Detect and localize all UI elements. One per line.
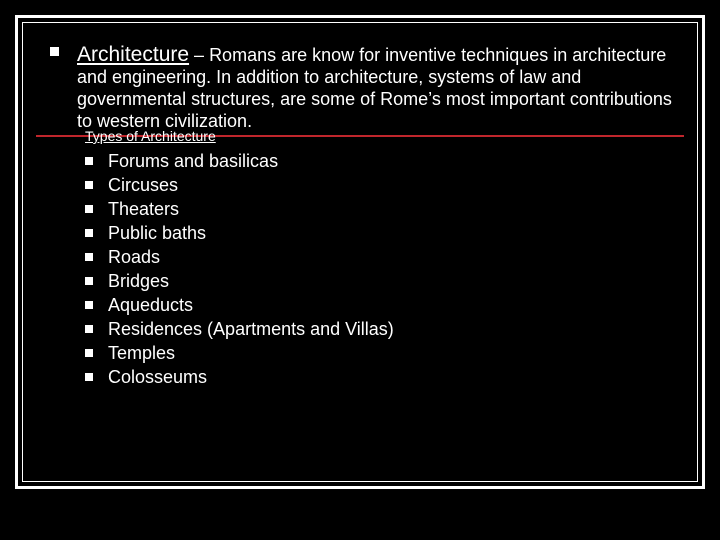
square-bullet-icon [85, 325, 93, 333]
architecture-types-list [85, 149, 394, 389]
list-item [85, 245, 394, 269]
square-bullet-icon [50, 47, 59, 56]
square-bullet-icon [85, 373, 93, 381]
list-item-label: Colosseums [108, 367, 208, 387]
intro-text: Romans are know for inventive techniques in architecture and engineering. In addition to architecture, systems of law and governmental structures, are some of Rome’s most important contributions to western civilization. [77, 45, 672, 131]
list-item-label: Roads [108, 247, 161, 267]
square-bullet-icon [85, 301, 93, 309]
list-item-label: Temples [108, 343, 176, 363]
list-item-label: Circuses [108, 175, 179, 195]
square-bullet-icon [85, 205, 93, 213]
square-bullet-icon [85, 349, 93, 357]
list-item-label: Theaters [108, 199, 180, 219]
list-item-label: Residences (Apartments and Villas) [108, 319, 394, 339]
sub-heading: Types of Architecture [85, 128, 216, 144]
list-item [85, 269, 394, 293]
list-item-label: Aqueducts [108, 295, 194, 315]
square-bullet-icon [85, 253, 93, 261]
list-item [85, 341, 394, 365]
list-item [85, 365, 394, 389]
square-bullet-icon [85, 157, 93, 165]
square-bullet-icon [85, 229, 93, 237]
intro-dash: – [189, 45, 210, 65]
list-item [85, 149, 394, 173]
square-bullet-icon [85, 181, 93, 189]
list-item [85, 293, 394, 317]
list-item-label: Forums and basilicas [108, 151, 279, 171]
list-item-label: Public baths [108, 223, 207, 243]
square-bullet-icon [85, 277, 93, 285]
list-item [85, 221, 394, 245]
intro-paragraph [77, 44, 687, 132]
list-item [85, 197, 394, 221]
list-item [85, 173, 394, 197]
list-item [85, 317, 394, 341]
slide-heading: Architecture [77, 43, 190, 66]
list-item-label: Bridges [108, 271, 170, 291]
